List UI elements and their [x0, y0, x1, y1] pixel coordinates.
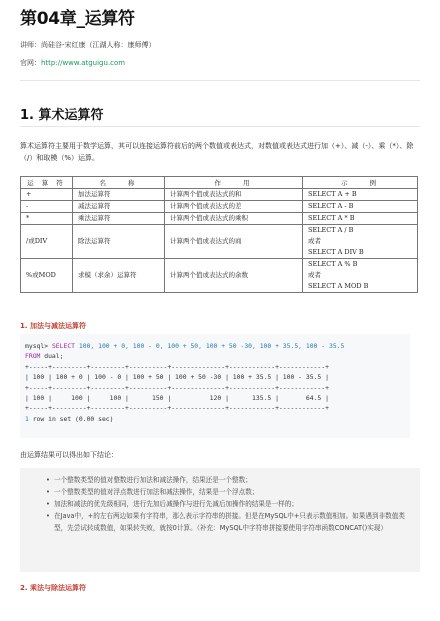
example-line: SELECT A / B [308, 226, 354, 234]
lecturer-label: 讲师： [20, 41, 41, 49]
purpose-cell: 计算两个值或表达式的差 [165, 201, 303, 213]
table-header-row [21, 177, 418, 189]
table-row [21, 225, 418, 259]
bullet-icon: • [46, 488, 50, 496]
code-keyword: FROM [25, 352, 41, 361]
bullet-icon: • [46, 476, 50, 484]
subheading-multiply-divide: 2. 乘法与除法运算符 [20, 584, 86, 592]
example-line: SELECT A * B [308, 214, 355, 222]
example-line: 或者 [308, 237, 321, 245]
table-header-cell: 作 用 [165, 177, 303, 189]
bullet-icon: • [46, 500, 50, 508]
example-line: SELECT A % B [308, 260, 358, 268]
table-row [21, 213, 418, 225]
table-header-cell: 名 称 [73, 177, 165, 189]
name-cell: 加法运算符 [73, 189, 165, 201]
code-line: +-----+---------+---------+----------+--------------+------------+------------+ [25, 383, 329, 392]
purpose-cell: 计算两个值或表达式的商 [165, 225, 303, 259]
table-header-cell: 运 算 符 [21, 177, 73, 189]
example-cell [303, 201, 418, 213]
purpose-cell: 计算两个值或表达式的余数 [165, 259, 303, 293]
example-line: SELECT A + B [308, 190, 357, 198]
section-divider [20, 126, 420, 127]
list-item [46, 486, 410, 498]
code-line [25, 414, 405, 424]
name-cell: 求模（求余）运算符 [73, 259, 165, 293]
example-line: 或者 [308, 271, 321, 279]
list-item [46, 498, 410, 510]
table-header-cell: 示 例 [303, 177, 418, 189]
code-text: row in set (0.00 sec) [28, 414, 114, 423]
name-cell: 除法运算符 [73, 225, 165, 259]
op-cell: * [21, 213, 73, 225]
example-line: SELECT A DIV B [308, 248, 364, 256]
site-link[interactable]: http://www.atguigu.com [41, 59, 126, 67]
doc-title: 第04章_运算符 [20, 9, 135, 29]
section-heading-arithmetic: 1. 算术运算符 [20, 108, 104, 123]
code-text: dual; [40, 352, 64, 361]
list-item-text: 加法和减法的优先级相同，进行先加后减操作与进行先减后加操作的结果是一样的； [54, 500, 298, 508]
op-cell: + [21, 189, 73, 201]
code-line: +-----+---------+---------+----------+--------------+------------+------------+ [25, 362, 329, 371]
code-keyword: SELECT [51, 342, 76, 350]
example-line: SELECT A - B [308, 202, 354, 210]
site-label: 官网： [20, 59, 41, 67]
conclusion-list [46, 474, 410, 534]
code-line: | 100 | 100 + 0 | 100 - 0 | 100 + 50 | 100 + 50 -30 | 100 + 35.5 | 100 - 35.5 | [25, 373, 329, 382]
code-line: +-----+---------+---------+----------+--------------+------------+------------+ [25, 404, 329, 413]
op-cell: %或MOD [21, 259, 73, 293]
example-cell [303, 259, 418, 293]
purpose-cell: 计算两个值或表达式的和 [165, 189, 303, 201]
example-cell [303, 189, 418, 201]
operators-table [20, 176, 418, 293]
subheading-add-subtract: 1. 加法与减法运算符 [20, 322, 86, 330]
purpose-cell: 计算两个值或表达式的乘积 [165, 213, 303, 225]
bullet-icon: • [46, 512, 50, 520]
conclusion-box [20, 468, 420, 572]
list-item [46, 510, 410, 534]
name-cell: 减法运算符 [73, 201, 165, 213]
code-text: 100, 100 + 0, 100 - 0, 100 + 50, 100 + 50 -30, 100 + 35.5, 100 - 35.5 [75, 342, 345, 350]
code-number: 1 [25, 414, 29, 423]
table-row [21, 189, 418, 201]
list-item-text: 在Java中，+的左右两边如果有字符串，那么表示字符串的拼接。但是在MySQL中+只表示数值相加。如果遇到非数值类型，先尝试转成数值，如果转失败，就按0计算。（补充：MySQL中字符串拼接要使用字符串函数CONCAT()实现） [54, 512, 405, 532]
example-line: SELECT A MOD B [308, 282, 369, 290]
divider [20, 80, 420, 81]
example-cell [303, 225, 418, 259]
table-row [21, 259, 418, 293]
lecturer-line [20, 40, 156, 50]
op-cell: /或DIV [21, 225, 73, 259]
code-line: | 100 | 100 | 100 | 150 | 120 | 135.5 | 64.5 | [25, 394, 329, 403]
code-prompt: mysql> [25, 342, 52, 350]
code-line [25, 341, 405, 351]
code-block [20, 334, 410, 438]
table-row [21, 201, 418, 213]
name-cell: 乘法运算符 [73, 213, 165, 225]
list-item [46, 474, 410, 486]
example-cell [303, 213, 418, 225]
lecturer-name: 尚硅谷-宋红康（江湖人称：康师傅） [41, 41, 156, 49]
list-item-text: 一个整数类型的值对浮点数进行加法和减法操作，结果是一个浮点数； [54, 488, 259, 496]
conclusion-intro: 由运算结果可以得出如下结论： [20, 451, 118, 459]
op-cell: - [21, 201, 73, 213]
site-line [20, 58, 125, 68]
list-item-text: 一个整数类型的值对整数进行加法和减法操作，结果还是一个整数； [54, 476, 252, 484]
code-line [25, 351, 405, 361]
section-intro: 算术运算符主要用于数学运算，其可以连接运算符前后的两个数值或表达式，对数值或表达式进行加（+）、减（-）、乘（*）、除（/）和取模（%）运算。 [20, 142, 414, 162]
